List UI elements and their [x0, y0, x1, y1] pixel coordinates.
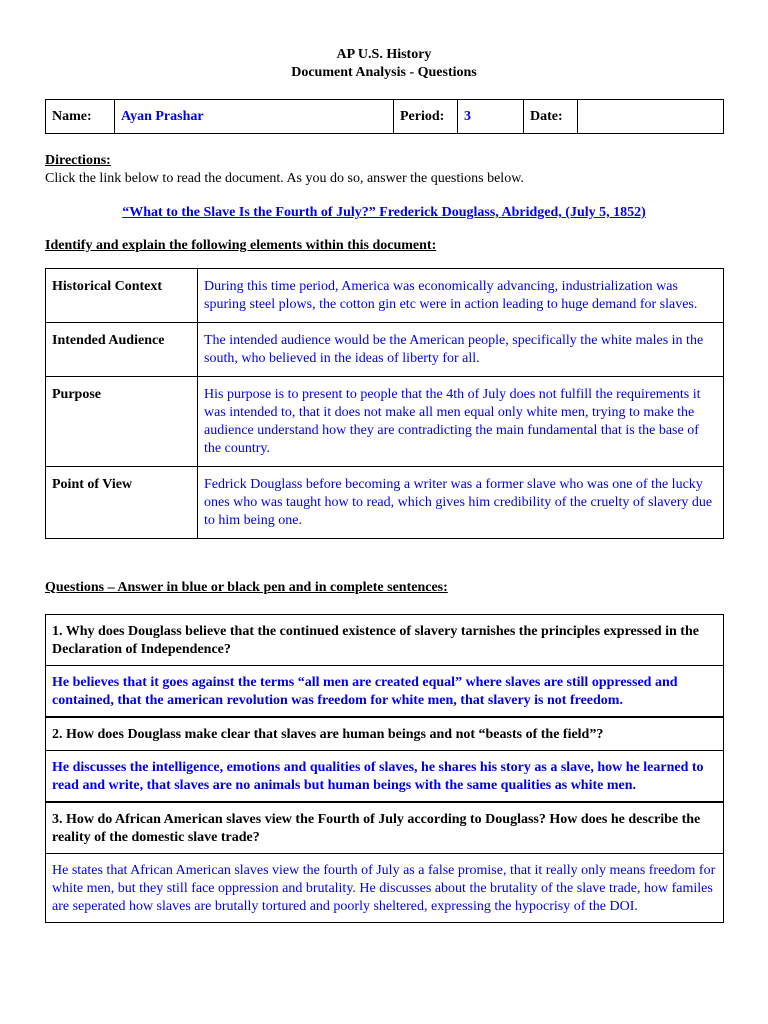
table-row — [46, 377, 724, 467]
questions-heading: Questions – Answer in blue or black pen and in complete sentences: — [45, 580, 448, 595]
table-row — [46, 717, 724, 751]
table-row — [46, 323, 724, 377]
name-label: Name: — [46, 100, 115, 134]
element-label: Historical Context — [46, 269, 198, 323]
directions-text: Click the link below to read the document. As you do so, answer the questions below. — [45, 171, 524, 186]
element-label: Point of View — [46, 467, 198, 539]
element-answer[interactable]: The intended audience would be the American people, specifically the white males in the south, who believed in the ideas of liberty for all. — [198, 323, 724, 377]
element-label: Purpose — [46, 377, 198, 467]
name-value[interactable]: Ayan Prashar — [115, 100, 394, 134]
question-text: 2. How does Douglass make clear that slaves are human beings and not “beasts of the field”? — [46, 717, 724, 751]
table-row — [46, 467, 724, 539]
question-text: 3. How do African American slaves view the Fourth of July according to Douglass? How does he describe the reality of the domestic slave trade? — [46, 802, 724, 854]
table-row — [46, 666, 724, 718]
period-value[interactable]: 3 — [458, 100, 524, 134]
directions-heading: Directions: — [45, 153, 111, 168]
answer-text[interactable]: He believes that it goes against the terms “all men are created equal” where slaves are still oppressed and contained, that the american revolution was freedom for white men, that slavery is not freedom. — [46, 666, 724, 718]
table-row — [46, 854, 724, 923]
table-row — [46, 269, 724, 323]
answer-text[interactable]: He discusses the intelligence, emotions and qualities of slaves, he shares his story as a slave, how he learned to read and write, that slaves are no animals but human beings with the same qualities as white men. — [46, 751, 724, 803]
question-text: 1. Why does Douglass believe that the continued existence of slavery tarnishes the principles expressed in the Declaration of Independence? — [46, 615, 724, 666]
student-info-table — [45, 99, 724, 134]
table-row — [46, 802, 724, 854]
date-label: Date: — [524, 100, 578, 134]
course-title: AP U.S. History — [336, 47, 432, 62]
period-label: Period: — [394, 100, 458, 134]
elements-table — [45, 268, 724, 539]
questions-table — [45, 614, 724, 923]
document-subtitle: Document Analysis - Questions — [291, 65, 477, 80]
date-value[interactable] — [578, 100, 724, 134]
answer-text[interactable]: He states that African American slaves view the fourth of July as a false promise, that it really only means freedom for white men, but they still face oppression and brutality. He discusses about the brutality of the slave trade, how familes are seperated how slaves are brutally tortured and poorly sheltered, expressing the hypocrisy of the DOI. — [46, 854, 724, 923]
element-answer[interactable]: During this time period, America was economically advancing, industrialization was spuring steel plows, the cotton gin etc were in action leading to huge demand for slaves. — [198, 269, 724, 323]
element-answer[interactable]: Fedrick Douglass before becoming a writer was a former slave who was one of the lucky ones who was taught how to read, which gives him credibility of the cruelty of slavery due to him being one. — [198, 467, 724, 539]
title-block — [0, 46, 768, 82]
element-answer[interactable]: His purpose is to present to people that the 4th of July does not fulfill the requirements it was intended to, that it does not make all men equal only white men, trying to make the audience understand how they are contradicting the main fundamental that is the base of the country. — [198, 377, 724, 467]
document-link[interactable]: “What to the Slave Is the Fourth of July?” Frederick Douglass, Abridged, (July 5, 1852) — [122, 205, 646, 220]
table-row — [46, 751, 724, 803]
table-row — [46, 615, 724, 666]
element-label: Intended Audience — [46, 323, 198, 377]
elements-heading: Identify and explain the following elements within this document: — [45, 238, 437, 253]
